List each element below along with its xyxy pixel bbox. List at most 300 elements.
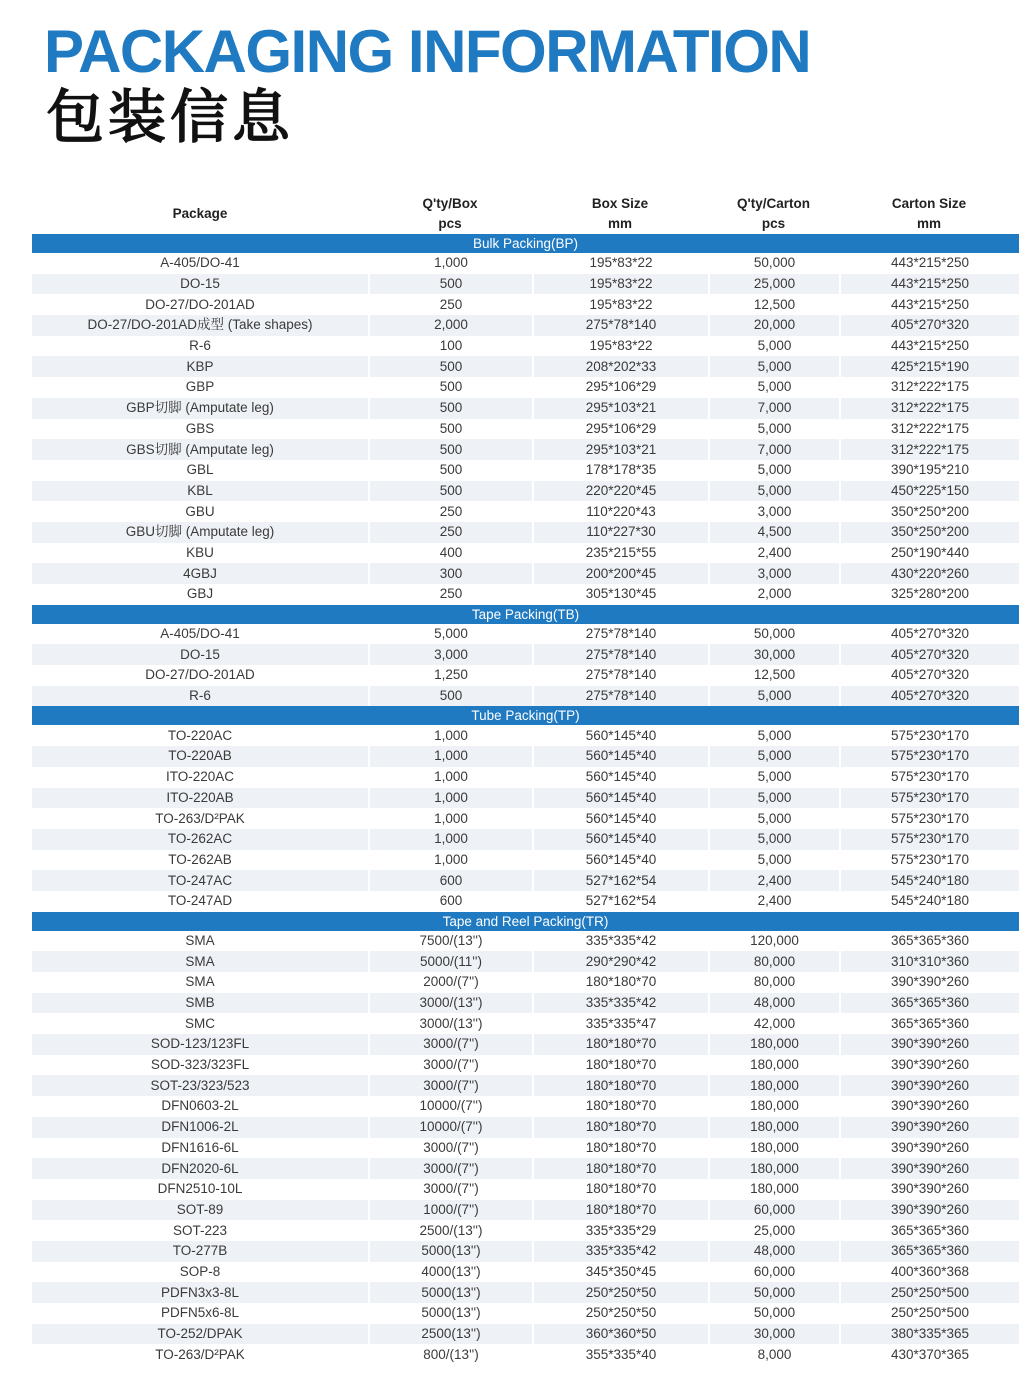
cell-carton-size: 250*250*500 bbox=[839, 1303, 1019, 1324]
table-row bbox=[32, 315, 1019, 336]
table-body bbox=[32, 234, 1019, 1365]
cell-package: TO-252/DPAK bbox=[32, 1324, 368, 1345]
cell-qty-box: 400 bbox=[368, 543, 532, 564]
cell-carton-size: 365*365*360 bbox=[839, 931, 1019, 952]
section-title: Tube Packing(TP) bbox=[32, 706, 1019, 725]
cell-qty-carton: 180,000 bbox=[708, 1096, 839, 1117]
cell-carton-size: 390*390*260 bbox=[839, 1138, 1019, 1159]
cell-package: SMA bbox=[32, 951, 368, 972]
cell-package: DFN0603-2L bbox=[32, 1096, 368, 1117]
cell-carton-size: 390*390*260 bbox=[839, 1096, 1019, 1117]
cell-qty-box: 2500/(13'') bbox=[368, 1220, 532, 1241]
table-row bbox=[32, 1013, 1019, 1034]
cell-qty-carton: 5,000 bbox=[708, 336, 839, 357]
cell-box-size: 560*145*40 bbox=[532, 725, 708, 746]
cell-box-size: 180*180*70 bbox=[532, 1200, 708, 1221]
cell-box-size: 178*178*35 bbox=[532, 460, 708, 481]
cell-qty-carton: 3,000 bbox=[708, 501, 839, 522]
cell-package: DFN1006-2L bbox=[32, 1117, 368, 1138]
section-header-row bbox=[32, 912, 1019, 931]
cell-qty-carton: 5,000 bbox=[708, 767, 839, 788]
table-row bbox=[32, 931, 1019, 952]
cell-package: KBU bbox=[32, 543, 368, 564]
table-row bbox=[32, 993, 1019, 1014]
cell-qty-box: 3000/(13'') bbox=[368, 993, 532, 1014]
cell-package: DFN2510-10L bbox=[32, 1179, 368, 1200]
table-row bbox=[32, 356, 1019, 377]
cell-box-size: 560*145*40 bbox=[532, 746, 708, 767]
section-title: Tape and Reel Packing(TR) bbox=[32, 912, 1019, 931]
cell-box-size: 200*200*45 bbox=[532, 563, 708, 584]
cell-qty-box: 1,000 bbox=[368, 788, 532, 809]
cell-box-size: 345*350*45 bbox=[532, 1262, 708, 1283]
cell-package: TO-220AC bbox=[32, 725, 368, 746]
cell-carton-size: 405*270*320 bbox=[839, 624, 1019, 645]
cell-carton-size: 250*250*500 bbox=[839, 1282, 1019, 1303]
section-title: Tape Packing(TB) bbox=[32, 605, 1019, 624]
table-row bbox=[32, 665, 1019, 686]
cell-qty-carton: 50,000 bbox=[708, 253, 839, 274]
cell-package: SOD-123/123FL bbox=[32, 1034, 368, 1055]
cell-carton-size: 365*365*360 bbox=[839, 1220, 1019, 1241]
cell-qty-box: 1,000 bbox=[368, 767, 532, 788]
cell-box-size: 560*145*40 bbox=[532, 850, 708, 871]
table-row bbox=[32, 439, 1019, 460]
cell-box-size: 208*202*33 bbox=[532, 356, 708, 377]
table-row bbox=[32, 725, 1019, 746]
cell-qty-box: 500 bbox=[368, 274, 532, 295]
cell-box-size: 275*78*140 bbox=[532, 686, 708, 707]
cell-box-size: 180*180*70 bbox=[532, 972, 708, 993]
cell-qty-box: 5000(13'') bbox=[368, 1303, 532, 1324]
cell-qty-box: 600 bbox=[368, 870, 532, 891]
cell-qty-box: 3000/(7'') bbox=[368, 1179, 532, 1200]
cell-box-size: 335*335*42 bbox=[532, 993, 708, 1014]
cell-package: SMC bbox=[32, 1013, 368, 1034]
table-row bbox=[32, 870, 1019, 891]
cell-qty-carton: 5,000 bbox=[708, 746, 839, 767]
cell-carton-size: 443*215*250 bbox=[839, 274, 1019, 295]
header-carton-size-unit: mm bbox=[916, 216, 941, 231]
cell-box-size: 360*360*50 bbox=[532, 1324, 708, 1345]
table-row bbox=[32, 1324, 1019, 1345]
cell-qty-box: 7500/(13'') bbox=[368, 931, 532, 952]
cell-package: ITO-220AB bbox=[32, 788, 368, 809]
cell-package: TO-263/D²PAK bbox=[32, 808, 368, 829]
cell-package: DFN1616-6L bbox=[32, 1138, 368, 1159]
cell-qty-carton: 120,000 bbox=[708, 931, 839, 952]
cell-package: A-405/DO-41 bbox=[32, 253, 368, 274]
cell-package: SOT-23/323/523 bbox=[32, 1075, 368, 1096]
table-row bbox=[32, 644, 1019, 665]
packaging-table bbox=[32, 194, 1019, 1365]
table-row bbox=[32, 746, 1019, 767]
cell-qty-box: 2000/(7'') bbox=[368, 972, 532, 993]
cell-qty-box: 5000(13'') bbox=[368, 1282, 532, 1303]
table-row bbox=[32, 1075, 1019, 1096]
cell-qty-box: 3000/(7'') bbox=[368, 1075, 532, 1096]
cell-qty-carton: 50,000 bbox=[708, 1303, 839, 1324]
cell-carton-size: 545*240*180 bbox=[839, 891, 1019, 912]
cell-box-size: 305*130*45 bbox=[532, 584, 708, 605]
cell-package: DO-27/DO-201AD成型 (Take shapes) bbox=[32, 315, 368, 336]
table-row bbox=[32, 1138, 1019, 1159]
cell-carton-size: 405*270*320 bbox=[839, 644, 1019, 665]
cell-carton-size: 390*390*260 bbox=[839, 1075, 1019, 1096]
cell-qty-carton: 60,000 bbox=[708, 1262, 839, 1283]
cell-carton-size: 312*222*175 bbox=[839, 419, 1019, 440]
table-row bbox=[32, 1055, 1019, 1076]
cell-package: GBS bbox=[32, 419, 368, 440]
cell-qty-carton: 180,000 bbox=[708, 1158, 839, 1179]
cell-qty-box: 600 bbox=[368, 891, 532, 912]
cell-carton-size: 425*215*190 bbox=[839, 356, 1019, 377]
cell-package: R-6 bbox=[32, 336, 368, 357]
cell-carton-size: 390*390*260 bbox=[839, 972, 1019, 993]
section-title: Bulk Packing(BP) bbox=[32, 234, 1019, 253]
cell-carton-size: 325*280*200 bbox=[839, 584, 1019, 605]
cell-qty-carton: 180,000 bbox=[708, 1075, 839, 1096]
table-row bbox=[32, 1096, 1019, 1117]
table-row bbox=[32, 1282, 1019, 1303]
cell-package: GBJ bbox=[32, 584, 368, 605]
cell-box-size: 295*103*21 bbox=[532, 398, 708, 419]
cell-qty-box: 1,000 bbox=[368, 746, 532, 767]
cell-carton-size: 575*230*170 bbox=[839, 767, 1019, 788]
cell-package: DO-27/DO-201AD bbox=[32, 294, 368, 315]
cell-box-size: 527*162*54 bbox=[532, 891, 708, 912]
cell-qty-box: 500 bbox=[368, 398, 532, 419]
cell-qty-carton: 180,000 bbox=[708, 1117, 839, 1138]
cell-box-size: 220*220*45 bbox=[532, 481, 708, 502]
cell-package: TO-262AB bbox=[32, 850, 368, 871]
packaging-table-container bbox=[32, 194, 1019, 1365]
cell-carton-size: 405*270*320 bbox=[839, 686, 1019, 707]
cell-package: KBL bbox=[32, 481, 368, 502]
cell-qty-carton: 60,000 bbox=[708, 1200, 839, 1221]
cell-qty-box: 4000(13'') bbox=[368, 1262, 532, 1283]
cell-carton-size: 405*270*320 bbox=[839, 665, 1019, 686]
cell-carton-size: 350*250*200 bbox=[839, 522, 1019, 543]
cell-carton-size: 390*390*260 bbox=[839, 1179, 1019, 1200]
cell-qty-box: 500 bbox=[368, 439, 532, 460]
table-row bbox=[32, 1117, 1019, 1138]
cell-carton-size: 450*225*150 bbox=[839, 481, 1019, 502]
cell-qty-box: 1,000 bbox=[368, 725, 532, 746]
table-row bbox=[32, 850, 1019, 871]
cell-qty-box: 3000/(7'') bbox=[368, 1034, 532, 1055]
cell-box-size: 527*162*54 bbox=[532, 870, 708, 891]
cell-box-size: 250*250*50 bbox=[532, 1282, 708, 1303]
cell-qty-carton: 3,000 bbox=[708, 563, 839, 584]
cell-qty-box: 500 bbox=[368, 419, 532, 440]
cell-carton-size: 390*390*260 bbox=[839, 1117, 1019, 1138]
cell-package: DFN2020-6L bbox=[32, 1158, 368, 1179]
cell-package: TO-262AC bbox=[32, 829, 368, 850]
cell-package: SOP-8 bbox=[32, 1262, 368, 1283]
header-qty-carton: Q'ty/Carton bbox=[737, 196, 810, 211]
cell-qty-carton: 180,000 bbox=[708, 1034, 839, 1055]
cell-qty-box: 3,000 bbox=[368, 644, 532, 665]
cell-carton-size: 575*230*170 bbox=[839, 788, 1019, 809]
cell-qty-carton: 30,000 bbox=[708, 1324, 839, 1345]
cell-package: ITO-220AC bbox=[32, 767, 368, 788]
cell-qty-carton: 5,000 bbox=[708, 377, 839, 398]
cell-box-size: 235*215*55 bbox=[532, 543, 708, 564]
cell-package: DO-15 bbox=[32, 274, 368, 295]
cell-package: KBP bbox=[32, 356, 368, 377]
cell-qty-box: 1,000 bbox=[368, 829, 532, 850]
cell-qty-carton: 2,400 bbox=[708, 543, 839, 564]
cell-package: PDFN5x6-8L bbox=[32, 1303, 368, 1324]
cell-box-size: 180*180*70 bbox=[532, 1075, 708, 1096]
cell-carton-size: 350*250*200 bbox=[839, 501, 1019, 522]
cell-carton-size: 545*240*180 bbox=[839, 870, 1019, 891]
cell-package: PDFN3x3-8L bbox=[32, 1282, 368, 1303]
cell-package: GBU切脚 (Amputate leg) bbox=[32, 522, 368, 543]
cell-qty-carton: 50,000 bbox=[708, 1282, 839, 1303]
cell-qty-box: 1,000 bbox=[368, 253, 532, 274]
cell-box-size: 180*180*70 bbox=[532, 1117, 708, 1138]
cell-qty-box: 1,000 bbox=[368, 808, 532, 829]
cell-carton-size: 390*390*260 bbox=[839, 1034, 1019, 1055]
cell-package: TO-247AC bbox=[32, 870, 368, 891]
cell-qty-box: 2500(13'') bbox=[368, 1324, 532, 1345]
table-row bbox=[32, 624, 1019, 645]
cell-box-size: 180*180*70 bbox=[532, 1034, 708, 1055]
cell-box-size: 275*78*140 bbox=[532, 665, 708, 686]
cell-qty-carton: 20,000 bbox=[708, 315, 839, 336]
cell-carton-size: 443*215*250 bbox=[839, 253, 1019, 274]
header-qty-box-unit: pcs bbox=[438, 216, 462, 231]
cell-carton-size: 575*230*170 bbox=[839, 850, 1019, 871]
cell-qty-carton: 12,500 bbox=[708, 294, 839, 315]
table-row bbox=[32, 767, 1019, 788]
cell-qty-carton: 5,000 bbox=[708, 725, 839, 746]
cell-qty-carton: 5,000 bbox=[708, 788, 839, 809]
cell-carton-size: 400*360*368 bbox=[839, 1262, 1019, 1283]
cell-qty-box: 800/(13'') bbox=[368, 1344, 532, 1365]
table-row bbox=[32, 481, 1019, 502]
table-row bbox=[32, 951, 1019, 972]
cell-qty-carton: 50,000 bbox=[708, 624, 839, 645]
table-row bbox=[32, 253, 1019, 274]
cell-package: SMB bbox=[32, 993, 368, 1014]
cell-package: SOD-323/323FL bbox=[32, 1055, 368, 1076]
cell-carton-size: 390*195*210 bbox=[839, 460, 1019, 481]
cell-qty-carton: 5,000 bbox=[708, 829, 839, 850]
cell-carton-size: 310*310*360 bbox=[839, 951, 1019, 972]
cell-box-size: 295*106*29 bbox=[532, 419, 708, 440]
table-row bbox=[32, 501, 1019, 522]
table-header bbox=[32, 194, 1019, 234]
cell-carton-size: 312*222*175 bbox=[839, 377, 1019, 398]
table-row bbox=[32, 274, 1019, 295]
cell-carton-size: 390*390*260 bbox=[839, 1200, 1019, 1221]
cell-box-size: 275*78*140 bbox=[532, 644, 708, 665]
cell-carton-size: 430*370*365 bbox=[839, 1344, 1019, 1365]
section-header-row bbox=[32, 605, 1019, 624]
cell-carton-size: 390*390*260 bbox=[839, 1055, 1019, 1076]
cell-carton-size: 575*230*170 bbox=[839, 746, 1019, 767]
cell-qty-carton: 5,000 bbox=[708, 419, 839, 440]
cell-package: GBU bbox=[32, 501, 368, 522]
cell-box-size: 195*83*22 bbox=[532, 253, 708, 274]
cell-package: TO-247AD bbox=[32, 891, 368, 912]
cell-qty-box: 2,000 bbox=[368, 315, 532, 336]
cell-carton-size: 575*230*170 bbox=[839, 725, 1019, 746]
table-row bbox=[32, 788, 1019, 809]
cell-qty-carton: 80,000 bbox=[708, 951, 839, 972]
cell-qty-carton: 7,000 bbox=[708, 398, 839, 419]
table-row bbox=[32, 563, 1019, 584]
cell-qty-carton: 5,000 bbox=[708, 808, 839, 829]
table-row bbox=[32, 891, 1019, 912]
table-row bbox=[32, 294, 1019, 315]
cell-carton-size: 405*270*320 bbox=[839, 315, 1019, 336]
cell-qty-box: 250 bbox=[368, 501, 532, 522]
cell-qty-carton: 7,000 bbox=[708, 439, 839, 460]
cell-qty-carton: 8,000 bbox=[708, 1344, 839, 1365]
cell-package: SMA bbox=[32, 972, 368, 993]
table-row bbox=[32, 972, 1019, 993]
cell-carton-size: 365*365*360 bbox=[839, 993, 1019, 1014]
header-qty-box: Q'ty/Box bbox=[422, 196, 478, 211]
cell-qty-carton: 5,000 bbox=[708, 850, 839, 871]
cell-qty-box: 10000/(7'') bbox=[368, 1117, 532, 1138]
table-row bbox=[32, 377, 1019, 398]
cell-box-size: 195*83*22 bbox=[532, 294, 708, 315]
cell-package: GBP bbox=[32, 377, 368, 398]
header-qty-carton-unit: pcs bbox=[761, 216, 786, 231]
cell-package: A-405/DO-41 bbox=[32, 624, 368, 645]
page-title-chinese: 包装信息 bbox=[46, 83, 295, 151]
cell-package: SOT-223 bbox=[32, 1220, 368, 1241]
cell-box-size: 250*250*50 bbox=[532, 1303, 708, 1324]
table-row bbox=[32, 1344, 1019, 1365]
table-row bbox=[32, 1241, 1019, 1262]
table-row bbox=[32, 808, 1019, 829]
cell-qty-carton: 180,000 bbox=[708, 1055, 839, 1076]
cell-qty-carton: 12,500 bbox=[708, 665, 839, 686]
cell-qty-carton: 5,000 bbox=[708, 356, 839, 377]
cell-qty-carton: 180,000 bbox=[708, 1179, 839, 1200]
header-package: Package bbox=[172, 206, 228, 221]
cell-qty-box: 500 bbox=[368, 377, 532, 398]
cell-qty-carton: 4,500 bbox=[708, 522, 839, 543]
cell-qty-box: 250 bbox=[368, 522, 532, 543]
table-row bbox=[32, 419, 1019, 440]
header-box-size: Box Size bbox=[591, 196, 649, 211]
cell-qty-box: 10000/(7'') bbox=[368, 1096, 532, 1117]
table-row bbox=[32, 1034, 1019, 1055]
cell-package: TO-220AB bbox=[32, 746, 368, 767]
cell-qty-box: 500 bbox=[368, 356, 532, 377]
cell-package: SMA bbox=[32, 931, 368, 952]
cell-qty-carton: 5,000 bbox=[708, 460, 839, 481]
cell-qty-carton: 80,000 bbox=[708, 972, 839, 993]
cell-box-size: 180*180*70 bbox=[532, 1096, 708, 1117]
cell-carton-size: 430*220*260 bbox=[839, 563, 1019, 584]
cell-box-size: 560*145*40 bbox=[532, 808, 708, 829]
cell-qty-carton: 42,000 bbox=[708, 1013, 839, 1034]
cell-qty-carton: 30,000 bbox=[708, 644, 839, 665]
cell-carton-size: 312*222*175 bbox=[839, 439, 1019, 460]
table-row bbox=[32, 336, 1019, 357]
cell-package: TO-277B bbox=[32, 1241, 368, 1262]
cell-qty-carton: 5,000 bbox=[708, 686, 839, 707]
cell-package: DO-27/DO-201AD bbox=[32, 665, 368, 686]
cell-package: SOT-89 bbox=[32, 1200, 368, 1221]
section-header-row bbox=[32, 234, 1019, 253]
cell-carton-size: 365*365*360 bbox=[839, 1013, 1019, 1034]
cell-qty-box: 250 bbox=[368, 294, 532, 315]
cell-box-size: 295*106*29 bbox=[532, 377, 708, 398]
cell-carton-size: 390*390*260 bbox=[839, 1158, 1019, 1179]
cell-box-size: 180*180*70 bbox=[532, 1158, 708, 1179]
cell-box-size: 110*227*30 bbox=[532, 522, 708, 543]
cell-box-size: 180*180*70 bbox=[532, 1179, 708, 1200]
cell-qty-box: 100 bbox=[368, 336, 532, 357]
table-row bbox=[32, 1200, 1019, 1221]
cell-qty-carton: 25,000 bbox=[708, 274, 839, 295]
cell-box-size: 335*335*47 bbox=[532, 1013, 708, 1034]
table-row bbox=[32, 584, 1019, 605]
cell-qty-box: 500 bbox=[368, 481, 532, 502]
cell-package: 4GBJ bbox=[32, 563, 368, 584]
table-row bbox=[32, 1179, 1019, 1200]
table-row bbox=[32, 460, 1019, 481]
table-row bbox=[32, 1220, 1019, 1241]
cell-qty-carton: 180,000 bbox=[708, 1138, 839, 1159]
cell-box-size: 335*335*42 bbox=[532, 931, 708, 952]
cell-qty-carton: 25,000 bbox=[708, 1220, 839, 1241]
cell-qty-box: 3000/(7'') bbox=[368, 1138, 532, 1159]
cell-qty-box: 3000/(13'') bbox=[368, 1013, 532, 1034]
cell-package: GBP切脚 (Amputate leg) bbox=[32, 398, 368, 419]
cell-box-size: 560*145*40 bbox=[532, 829, 708, 850]
cell-box-size: 180*180*70 bbox=[532, 1138, 708, 1159]
cell-package: R-6 bbox=[32, 686, 368, 707]
header-carton-size: Carton Size bbox=[891, 196, 967, 211]
cell-qty-box: 5000(13'') bbox=[368, 1241, 532, 1262]
table-row bbox=[32, 686, 1019, 707]
table-row bbox=[32, 1303, 1019, 1324]
cell-box-size: 335*335*29 bbox=[532, 1220, 708, 1241]
cell-qty-box: 1000/(7'') bbox=[368, 1200, 532, 1221]
cell-qty-box: 1,250 bbox=[368, 665, 532, 686]
cell-carton-size: 575*230*170 bbox=[839, 808, 1019, 829]
cell-qty-box: 3000/(7'') bbox=[368, 1055, 532, 1076]
cell-qty-carton: 48,000 bbox=[708, 1241, 839, 1262]
cell-qty-box: 5,000 bbox=[368, 624, 532, 645]
cell-box-size: 275*78*140 bbox=[532, 315, 708, 336]
table-row bbox=[32, 1158, 1019, 1179]
cell-box-size: 275*78*140 bbox=[532, 624, 708, 645]
table-row bbox=[32, 543, 1019, 564]
cell-carton-size: 443*215*250 bbox=[839, 294, 1019, 315]
cell-carton-size: 312*222*175 bbox=[839, 398, 1019, 419]
cell-box-size: 195*83*22 bbox=[532, 274, 708, 295]
cell-box-size: 290*290*42 bbox=[532, 951, 708, 972]
cell-carton-size: 365*365*360 bbox=[839, 1241, 1019, 1262]
cell-qty-carton: 2,400 bbox=[708, 870, 839, 891]
header-box-size-unit: mm bbox=[607, 216, 632, 231]
cell-qty-box: 5000/(11'') bbox=[368, 951, 532, 972]
cell-qty-box: 250 bbox=[368, 584, 532, 605]
cell-box-size: 195*83*22 bbox=[532, 336, 708, 357]
cell-qty-carton: 2,000 bbox=[708, 584, 839, 605]
